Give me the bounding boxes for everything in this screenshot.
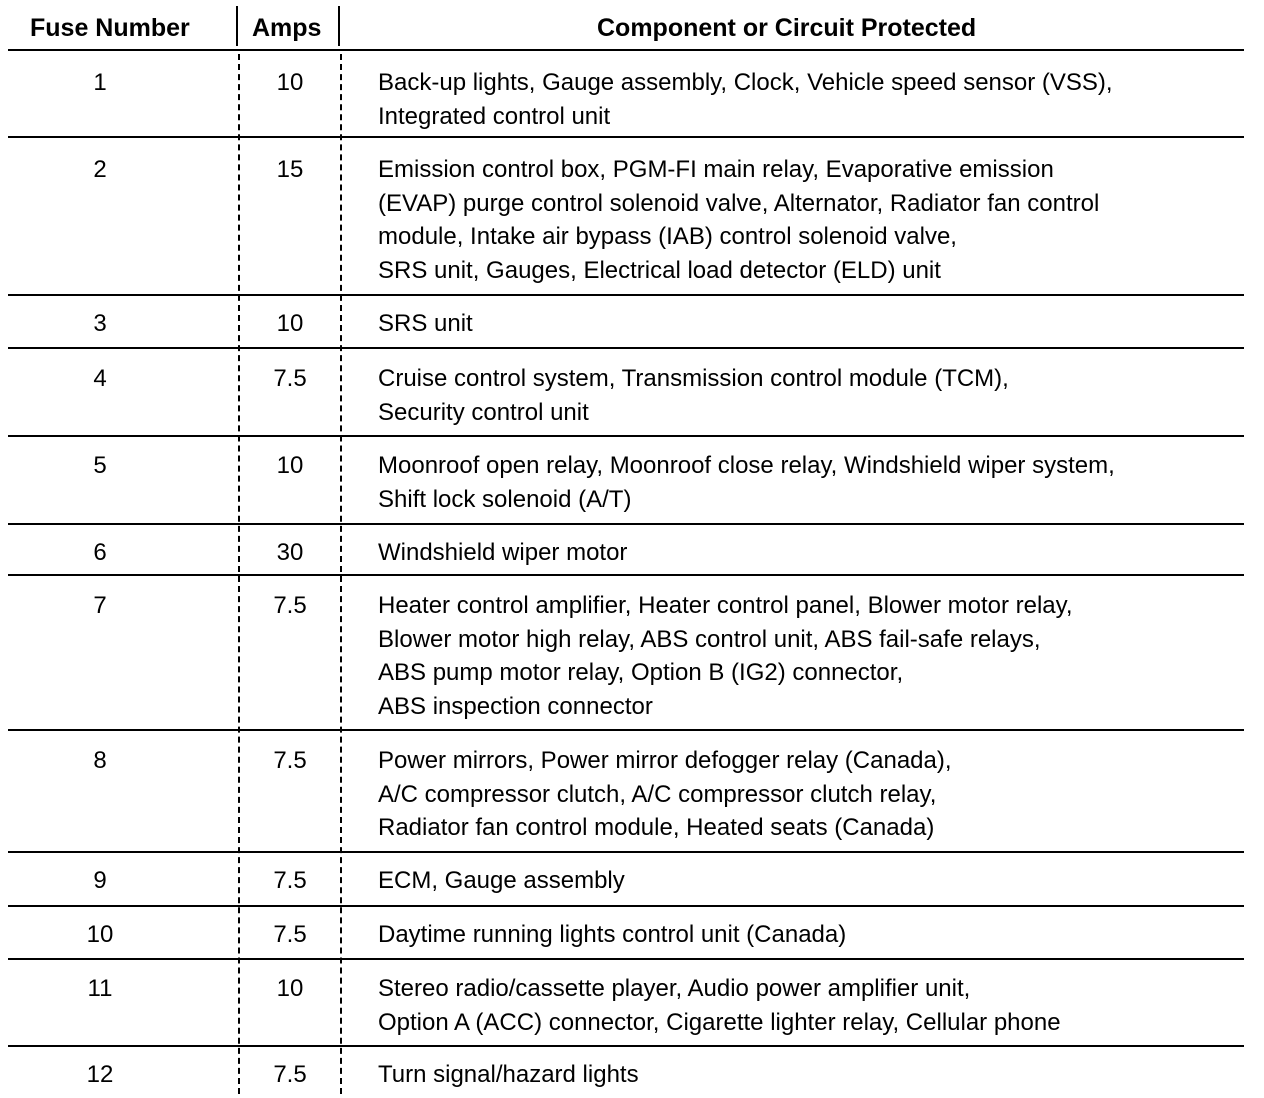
fuse-number-cell: 2 — [93, 156, 107, 183]
header-component: Component or Circuit Protected — [597, 14, 977, 42]
amps-cell: 7.5 — [273, 1061, 307, 1088]
header-separator-right — [338, 6, 340, 46]
component-cell: Cruise control system, Transmission control module (TCM), Security control unit — [378, 365, 1009, 426]
row-divider — [8, 905, 1244, 907]
fuse-number-cell: 11 — [87, 975, 113, 1002]
component-cell: Windshield wiper motor — [378, 539, 628, 566]
row-divider — [8, 851, 1244, 853]
fuse-number-cell: 1 — [93, 69, 107, 96]
component-cell: Back-up lights, Gauge assembly, Clock, Vehicle speed sensor (VSS), Integrated control unit — [378, 69, 1113, 130]
row-divider — [8, 435, 1244, 437]
component-cell: Daytime running lights control unit (Canada) — [378, 921, 847, 948]
header-rule — [8, 49, 1244, 51]
fuse-number-cell: 10 — [86, 921, 114, 948]
fuse-number-cell: 8 — [93, 747, 107, 774]
component-cell: Heater control amplifier, Heater control panel, Blower motor relay, Blower motor high relay, ABS control unit, ABS fail-safe relays, ABS pump motor relay, Option B (IG2) connector, ABS inspection connector — [378, 592, 1073, 720]
component-cell: Stereo radio/cassette player, Audio power amplifier unit, Option A (ACC) connector, Cigarette lighter relay, Cellular phone — [378, 975, 1061, 1036]
component-cell: Turn signal/hazard lights — [378, 1061, 639, 1088]
amps-cell: 10 — [276, 452, 304, 479]
row-divider — [8, 523, 1244, 525]
amps-cell: 30 — [276, 539, 304, 566]
amps-cell: 7.5 — [273, 867, 307, 894]
row-divider — [8, 729, 1244, 731]
amps-cell: 7.5 — [273, 921, 307, 948]
fuse-number-cell: 5 — [93, 452, 107, 479]
component-cell: SRS unit — [378, 310, 473, 337]
row-divider — [8, 347, 1244, 349]
fuse-number-cell: 6 — [93, 539, 107, 566]
amps-cell: 7.5 — [273, 592, 307, 619]
amps-cell: 10 — [276, 975, 304, 1002]
row-divider — [8, 136, 1244, 138]
amps-cell: 10 — [276, 310, 304, 337]
fuse-number-cell: 3 — [93, 310, 107, 337]
header-fuse-number: Fuse Number — [30, 14, 190, 42]
row-divider — [8, 1045, 1244, 1047]
row-divider — [8, 294, 1244, 296]
amps-cell: 7.5 — [273, 747, 307, 774]
row-divider — [8, 574, 1244, 576]
component-cell: Power mirrors, Power mirror defogger relay (Canada), A/C compressor clutch, A/C compressor clutch relay, Radiator fan control module, Heated seats (Canada) — [378, 747, 952, 841]
row-divider — [8, 958, 1244, 960]
amps-cell: 7.5 — [273, 365, 307, 392]
fuse-number-cell: 7 — [93, 592, 107, 619]
header-amps: Amps — [252, 14, 322, 42]
header-separator-left — [236, 6, 238, 46]
fuse-number-cell: 9 — [93, 867, 107, 894]
fuse-number-cell: 12 — [86, 1061, 114, 1088]
component-cell: ECM, Gauge assembly — [378, 867, 625, 894]
component-cell: Emission control box, PGM-FI main relay, Evaporative emission (EVAP) purge control solenoid valve, Alternator, Radiator fan control module, Intake air bypass (IAB) control solenoid valve, SRS unit, Gauges, Electrical load detector (ELD) unit — [378, 156, 1100, 284]
fuse-number-cell: 4 — [93, 365, 107, 392]
amps-cell: 15 — [276, 156, 304, 183]
component-cell: Moonroof open relay, Moonroof close relay, Windshield wiper system, Shift lock solenoid (A/T) — [378, 452, 1115, 513]
amps-cell: 10 — [276, 69, 304, 96]
